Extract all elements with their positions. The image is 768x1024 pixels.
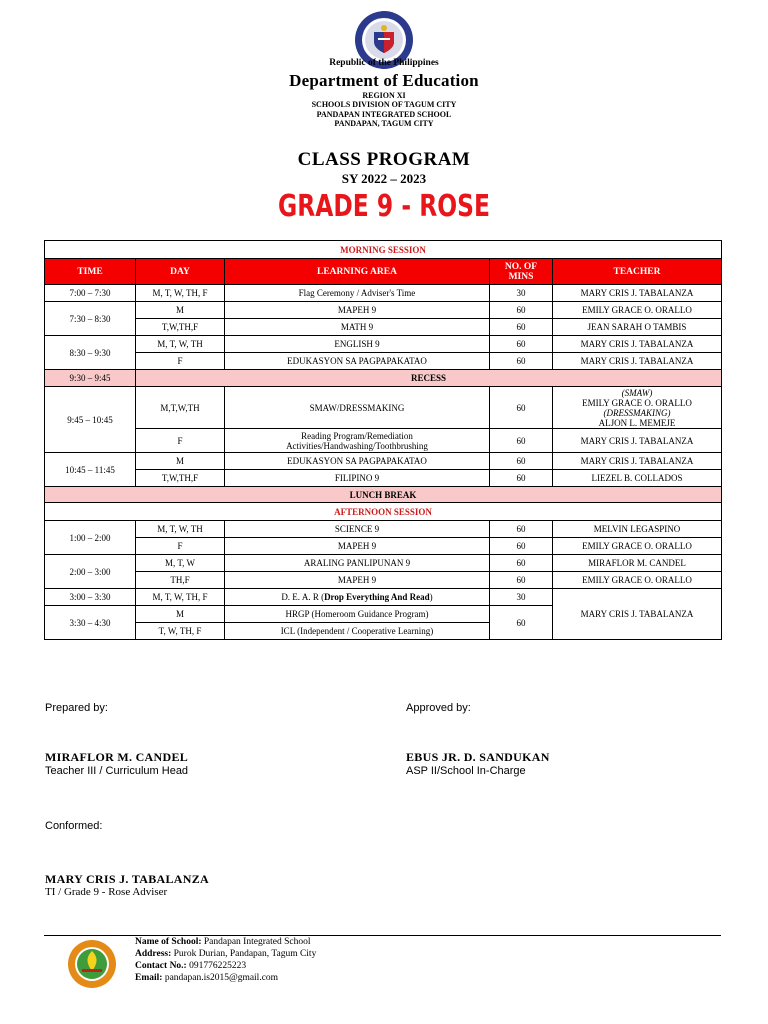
cell-area: SMAW/DRESSMAKING — [225, 387, 490, 429]
cell-mins: 60 — [490, 336, 553, 353]
lunch-break-label: LUNCH BREAK — [45, 487, 722, 503]
cell-time: 10:45 – 11:45 — [45, 453, 136, 487]
conformed-label: Conformed: — [45, 820, 103, 832]
cell-mins: 60 — [490, 387, 553, 429]
school-year: SY 2022 – 2023 — [341, 171, 427, 186]
cell-day: M — [136, 453, 225, 470]
cell-area: MATH 9 — [225, 319, 490, 336]
teacher-subject-smaw: (SMAW) — [621, 387, 653, 398]
class-program-title: CLASS PROGRAM — [297, 149, 471, 170]
cell-time: 7:30 – 8:30 — [45, 302, 136, 336]
cell-mins: 30 — [490, 589, 553, 606]
footer-school — [135, 937, 310, 948]
cell-day: M, T, W, TH, F — [136, 589, 225, 606]
cell-mins: 60 — [490, 319, 553, 336]
cell-time: 1:00 – 2:00 — [45, 521, 136, 555]
area-line: Activities/Handwashing/Toothbrushing — [286, 440, 428, 451]
cell-area: EDUKASYON SA PAGPAPAKATAO — [225, 453, 490, 470]
cell-mins: 60 — [490, 572, 553, 589]
table-row — [45, 387, 722, 429]
footer-contact — [135, 961, 246, 972]
table-row — [45, 353, 722, 370]
prepared-by-role: Teacher III / Curriculum Head — [45, 765, 189, 777]
footer-contact-label: Contact No.: — [135, 961, 187, 971]
approved-by-name: EBUS JR. D. SANDUKAN — [406, 750, 550, 764]
prepared-by-label: Prepared by: — [45, 702, 108, 714]
table-row — [45, 336, 722, 353]
cell-day: M — [136, 302, 225, 319]
cell-area: ARALING PANLIPUNAN 9 — [225, 555, 490, 572]
division-label: SCHOOLS DIVISION OF TAGUM CITY — [311, 100, 457, 109]
col-learning-area: LEARNING AREA — [225, 259, 490, 285]
department-title: Department of Education — [289, 71, 479, 90]
table-row — [45, 429, 722, 453]
table-row — [45, 302, 722, 319]
table-row — [45, 319, 722, 336]
cell-teacher: EMILY GRACE O. ORALLO — [553, 572, 722, 589]
cell-day: F — [136, 429, 225, 453]
cell-time: 8:30 – 9:30 — [45, 336, 136, 370]
cell-teacher — [553, 387, 722, 429]
morning-session-row — [45, 241, 722, 259]
cell-day: T, W, TH, F — [136, 623, 225, 640]
table-row — [45, 572, 722, 589]
grade-section-title: GRADE 9 - ROSE — [278, 189, 490, 224]
footer-contact-value: 091776225223 — [189, 961, 247, 971]
cell-teacher: JEAN SARAH O TAMBIS — [553, 319, 722, 336]
school-logo — [67, 939, 117, 989]
cell-area: ENGLISH 9 — [225, 336, 490, 353]
cell-area: Flag Ceremony / Adviser's Time — [225, 285, 490, 302]
cell-area: MAPEH 9 — [225, 538, 490, 555]
cell-teacher: MARY CRIS J. TABALANZA — [553, 336, 722, 353]
cell-mins: 60 — [490, 555, 553, 572]
table-row — [45, 453, 722, 470]
table-row — [45, 285, 722, 302]
table-row — [45, 589, 722, 606]
table-row — [45, 521, 722, 538]
cell-day: M, T, W — [136, 555, 225, 572]
dear-suffix: ) — [429, 592, 433, 602]
location-label: PANDAPAN, TAGUM CITY — [334, 119, 434, 128]
cell-day: T,W,TH,F — [136, 470, 225, 487]
teacher-name: EMILY GRACE O. ORALLO — [582, 397, 692, 408]
table-row — [45, 555, 722, 572]
col-mins: NO. OF MINS — [490, 259, 553, 285]
cell-time: 7:00 – 7:30 — [45, 285, 136, 302]
cell-area: ICL (Independent / Cooperative Learning) — [225, 623, 490, 640]
col-time: TIME — [45, 259, 136, 285]
cell-day: F — [136, 538, 225, 555]
cell-area: MAPEH 9 — [225, 302, 490, 319]
approved-by-label: Approved by: — [406, 702, 471, 714]
cell-teacher: EMILY GRACE O. ORALLO — [553, 302, 722, 319]
footer-divider — [44, 935, 721, 936]
cell-time: 3:30 – 4:30 — [45, 606, 136, 640]
footer-address-value: Purok Durian, Pandapan, Tagum City — [173, 949, 317, 959]
col-teacher: TEACHER — [553, 259, 722, 285]
footer-school-value: Pandapan Integrated School — [203, 937, 311, 947]
cell-teacher: MARY CRIS J. TABALANZA — [553, 353, 722, 370]
cell-day: F — [136, 353, 225, 370]
cell-mins: 60 — [490, 470, 553, 487]
cell-area — [225, 429, 490, 453]
republic-label: Republic of the Philippines — [329, 58, 439, 68]
lunch-break-row — [45, 487, 722, 503]
table-row — [45, 538, 722, 555]
cell-area: FILIPINO 9 — [225, 470, 490, 487]
cell-mins: 30 — [490, 285, 553, 302]
col-day: DAY — [136, 259, 225, 285]
morning-session-label: MORNING SESSION — [45, 241, 722, 259]
cell-teacher: MARY CRIS J. TABALANZA — [553, 589, 722, 640]
cell-mins: 60 — [490, 302, 553, 319]
cell-day: M, T, W, TH, F — [136, 285, 225, 302]
school-label: PANDAPAN INTEGRATED SCHOOL — [316, 110, 452, 119]
cell-day: M — [136, 606, 225, 623]
cell-area — [225, 589, 490, 606]
cell-area: EDUKASYON SA PAGPAPAKATAO — [225, 353, 490, 370]
cell-mins: 60 — [490, 353, 553, 370]
cell-teacher: MARY CRIS J. TABALANZA — [553, 453, 722, 470]
dear-expansion: Drop Everything And Read — [324, 592, 430, 602]
cell-time: 9:30 – 9:45 — [45, 370, 136, 387]
cell-day: TH,F — [136, 572, 225, 589]
footer-address-label: Address: — [135, 949, 172, 959]
table-row — [45, 470, 722, 487]
afternoon-session-label: AFTERNOON SESSION — [45, 503, 722, 521]
teacher-subject-dressmaking: (DRESSMAKING) — [603, 407, 671, 418]
cell-time: 9:45 – 10:45 — [45, 387, 136, 453]
region-label: REGION XI — [362, 91, 406, 100]
prepared-by-name: MIRAFLOR M. CANDEL — [45, 750, 189, 764]
afternoon-session-row — [45, 503, 722, 521]
cell-day: M,T,W,TH — [136, 387, 225, 429]
cell-mins: 60 — [490, 606, 553, 640]
footer-address — [135, 949, 316, 960]
recess-row — [45, 370, 722, 387]
area-line: Reading Program/Remediation — [301, 430, 413, 441]
cell-teacher: MIRAFLOR M. CANDEL — [553, 555, 722, 572]
cell-mins: 60 — [490, 429, 553, 453]
cell-mins: 60 — [490, 538, 553, 555]
cell-day: M, T, W, TH — [136, 336, 225, 353]
cell-area: SCIENCE 9 — [225, 521, 490, 538]
cell-day: T,W,TH,F — [136, 319, 225, 336]
table-header-row — [45, 259, 722, 285]
teacher-name: ALJON L. MEMEJE — [598, 417, 676, 428]
conformed-name: MARY CRIS J. TABALANZA — [45, 872, 209, 886]
cell-area: MAPEH 9 — [225, 572, 490, 589]
footer-school-label: Name of School: — [135, 937, 202, 947]
class-schedule-table — [44, 240, 722, 640]
cell-area: HRGP (Homeroom Guidance Program) — [225, 606, 490, 623]
footer-email-label: Email: — [135, 973, 163, 983]
recess-label: RECESS — [136, 370, 722, 387]
dear-prefix: D. E. A. R ( — [281, 592, 325, 602]
cell-mins: 60 — [490, 453, 553, 470]
cell-time: 2:00 – 3:00 — [45, 555, 136, 589]
cell-teacher: EMILY GRACE O. ORALLO — [553, 538, 722, 555]
footer-email — [135, 973, 278, 984]
cell-mins: 60 — [490, 521, 553, 538]
cell-teacher: MELVIN LEGASPINO — [553, 521, 722, 538]
cell-time: 3:00 – 3:30 — [45, 589, 136, 606]
cell-day: M, T, W, TH — [136, 521, 225, 538]
footer-email-value: pandapan.is2015@gmail.com — [164, 973, 279, 983]
cell-teacher: MARY CRIS J. TABALANZA — [553, 429, 722, 453]
conformed-role: TI / Grade 9 - Rose Adviser — [45, 886, 168, 898]
approved-by-role: ASP II/School In-Charge — [406, 765, 526, 777]
cell-teacher: LIEZEL B. COLLADOS — [553, 470, 722, 487]
cell-teacher: MARY CRIS J. TABALANZA — [553, 285, 722, 302]
